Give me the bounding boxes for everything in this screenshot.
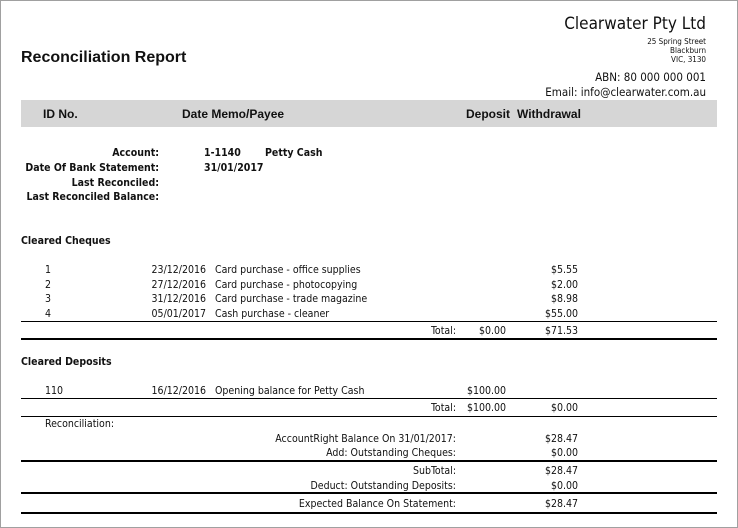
cleared-cheques-heading: Cleared Cheques [21, 235, 111, 247]
deposits-total-withdrawal: $0.00 [550, 402, 578, 414]
row-withdrawal: $2.00 [550, 278, 578, 291]
statement-date-label: Date Of Bank Statement: [25, 162, 159, 174]
row-id: 2 [45, 278, 52, 291]
reconciliation-value: $28.47 [544, 498, 578, 510]
divider [21, 460, 717, 462]
cheques-total-label: Total: [430, 325, 456, 337]
divider [21, 321, 717, 322]
reconciliation-value: $0.00 [550, 480, 578, 492]
row-date: 23/12/2016 [151, 264, 206, 276]
account-number: 1-1140 [204, 147, 241, 159]
row-date: 16/12/2016 [151, 385, 206, 397]
row-withdrawal: $8.98 [550, 293, 578, 306]
row-deposit: $100.00 [466, 385, 506, 397]
reconciliation-label: Expected Balance On Statement: [298, 498, 456, 510]
cleared-deposits-heading: Cleared Deposits [21, 356, 112, 368]
row-date: 31/12/2016 [151, 293, 206, 306]
company-address-line: VIC, 3130 [671, 55, 706, 64]
divider [21, 416, 717, 417]
reconciliation-label: Add: Outstanding Cheques: [326, 447, 456, 459]
statement-date: 31/01/2017 [204, 162, 264, 174]
row-memo: Card purchase - trade magazine [215, 293, 368, 306]
column-withdrawal: Withdrawal [517, 107, 581, 121]
divider [21, 512, 717, 514]
last-reconciled-balance-label: Last Reconciled Balance: [26, 191, 159, 203]
row-id: 110 [45, 385, 64, 397]
company-address-line: 25 Spring Street [647, 37, 706, 46]
deposits-total-label: Total: [430, 402, 456, 414]
company-abn: ABN: 80 000 000 001 [595, 70, 706, 84]
row-memo: Opening balance for Petty Cash [215, 385, 365, 397]
row-memo: Card purchase - office supplies [215, 264, 361, 276]
reconciliation-label: AccountRight Balance On 31/01/2017: [275, 433, 456, 445]
row-memo: Cash purchase - cleaner [215, 308, 330, 321]
reconciliation-label: SubTotal: [412, 465, 456, 477]
reconciliation-value: $0.00 [550, 447, 578, 459]
divider [21, 338, 717, 340]
column-id: ID No. [43, 107, 78, 121]
reconciliation-heading: Reconciliation: [45, 418, 114, 430]
divider [21, 492, 717, 494]
cheques-total-deposit: $0.00 [478, 325, 506, 337]
divider [21, 398, 717, 399]
company-name: Clearwater Pty Ltd [564, 14, 706, 34]
account-label: Account: [112, 147, 159, 159]
row-memo: Card purchase - photocopying [215, 278, 358, 291]
column-date-memo: Date Memo/Payee [182, 107, 285, 121]
row-withdrawal: $5.55 [550, 264, 578, 276]
row-id: 4 [45, 308, 52, 321]
cheques-total-withdrawal: $71.53 [544, 325, 578, 337]
reconciliation-label: Deduct: Outstanding Deposits: [310, 480, 456, 492]
company-address-line: Blackburn [670, 46, 706, 55]
row-date: 27/12/2016 [151, 278, 206, 291]
reconciliation-value: $28.47 [544, 433, 578, 445]
row-date: 05/01/2017 [151, 308, 206, 321]
column-deposit: Deposit [466, 107, 511, 121]
company-email: Email: info@clearwater.com.au [545, 85, 706, 99]
last-reconciled-label: Last Reconciled: [71, 177, 159, 189]
report-title: Reconciliation Report [21, 49, 187, 66]
account-name: Petty Cash [265, 147, 323, 159]
reconciliation-value: $28.47 [544, 465, 578, 477]
row-id: 3 [45, 293, 52, 306]
deposits-total-deposit: $100.00 [466, 402, 506, 414]
row-id: 1 [45, 264, 52, 276]
row-withdrawal: $55.00 [544, 308, 578, 321]
column-header-band [21, 100, 717, 127]
